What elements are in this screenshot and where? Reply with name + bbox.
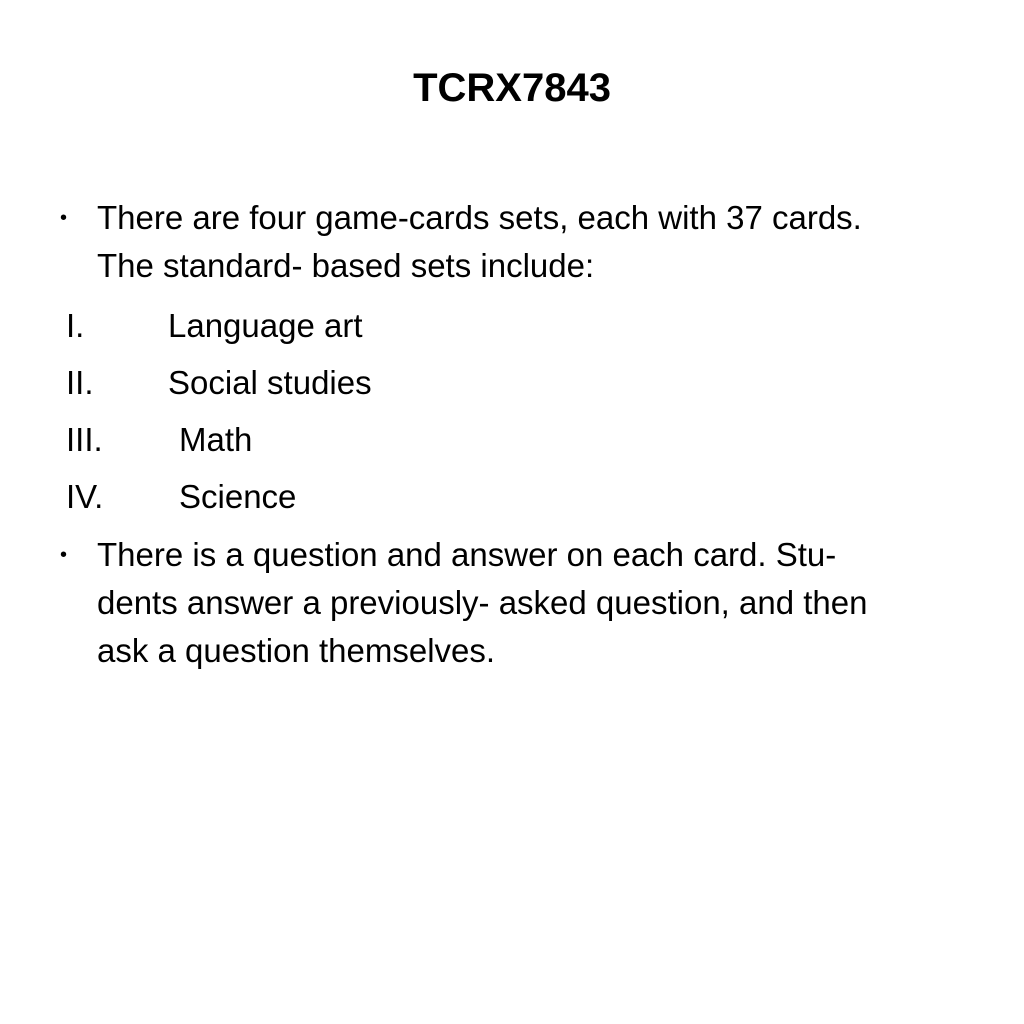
list-item	[66, 420, 666, 460]
list-item-text: Math	[179, 421, 253, 458]
bullet-text-line: dents answer a previously- asked question, and then	[97, 584, 868, 621]
bullet-marker: •	[60, 207, 68, 229]
list-item	[66, 477, 666, 517]
list-numeral: IV.	[66, 478, 104, 515]
bullet-text-line: There is a question and answer on each card. Stu-	[97, 536, 837, 573]
list-item-text: Social studies	[168, 364, 372, 401]
bullet-text-line: The standard- based sets include:	[97, 247, 595, 284]
bullet-text-line: ask a question themselves.	[97, 632, 496, 669]
list-item	[66, 363, 666, 403]
slide-title: TCRX7843	[413, 66, 611, 110]
list-item-text: Language art	[168, 307, 363, 344]
bullet-marker: •	[60, 544, 68, 566]
list-numeral: II.	[66, 364, 94, 401]
bullet-item	[60, 194, 980, 290]
bullet-item	[60, 531, 980, 675]
list-item-text: Science	[179, 478, 297, 515]
bullet-text-line: There are four game-cards sets, each with 37 cards.	[97, 199, 862, 236]
list-numeral: III.	[66, 421, 103, 458]
list-item	[66, 306, 666, 346]
list-numeral: I.	[66, 307, 85, 344]
